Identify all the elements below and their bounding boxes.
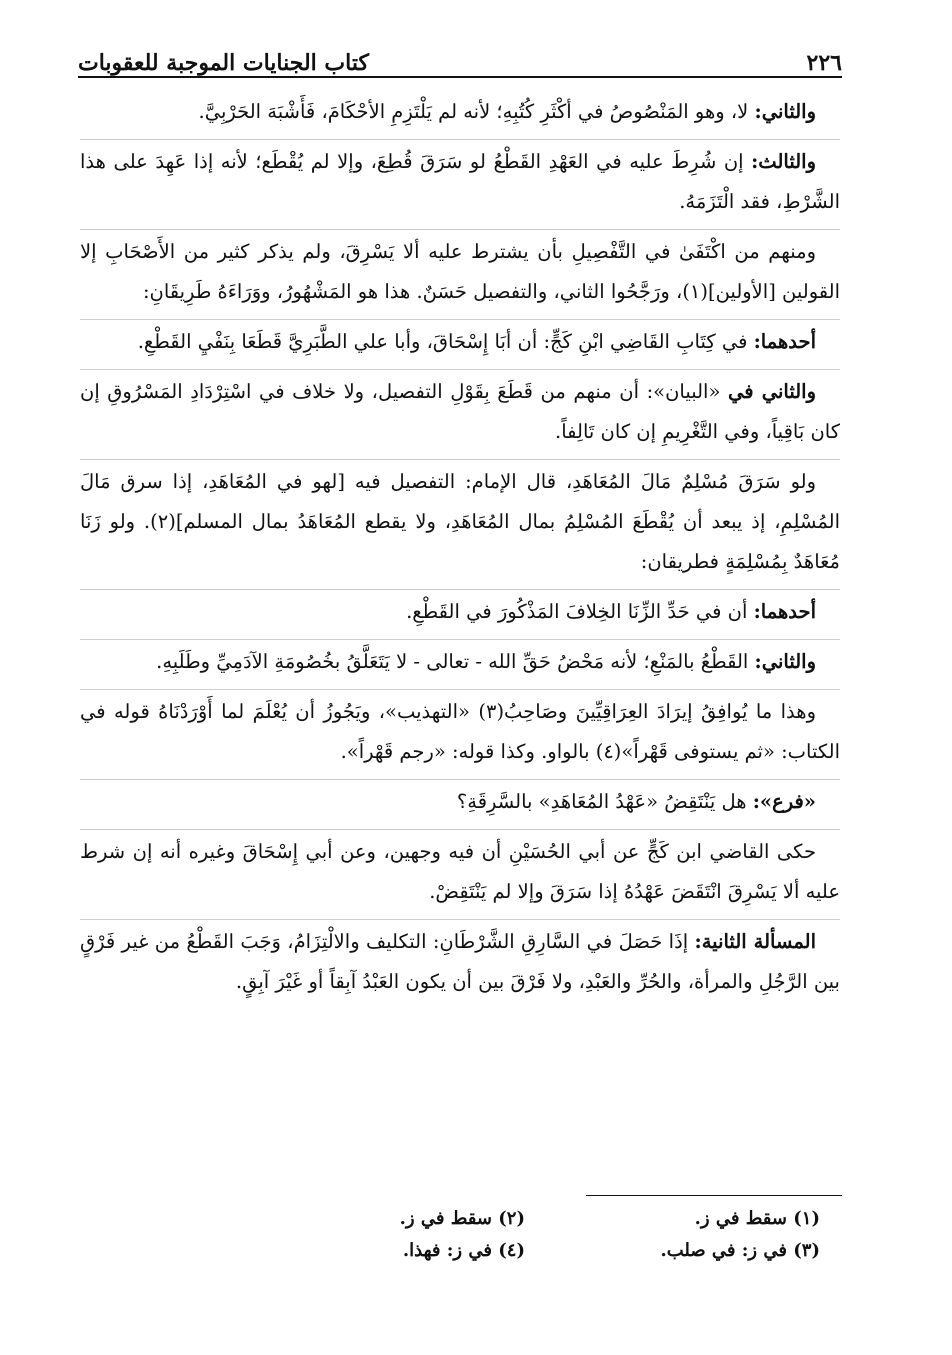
footnote xyxy=(545,1203,840,1235)
paragraph-text: إذَا حَصَلَ في السَّارِقِ الشَّرْطَانِ: التكليف والالْتِزَامُ، وَجَبَ القَطْعُ من غير فَرْقٍ بين الرَّجُلِ والمرأة، والحُرِّ والعَبْدِ، ولا فَرْقَ بين أن يكون العَبْدُ آبِقاً أو غَيْرَ آبِقٍ. xyxy=(80,930,840,993)
paragraph-lead: المسألة الثانية: xyxy=(694,930,816,953)
paragraph-lead: أحدهما: xyxy=(753,330,816,353)
footnote-divider xyxy=(586,1195,842,1196)
running-header xyxy=(78,36,842,76)
paragraph xyxy=(80,319,840,362)
paragraph-text: أن في حَدِّ الزِّنَا الخِلافَ المَذْكُورَ في القَطْعِ. xyxy=(406,600,754,623)
footnote xyxy=(545,1235,840,1267)
paragraph-text: القَطْعُ بالمَنْعِ؛ لأنه مَحْضُ حَقِّ الله - تعالى - لا يَتَعَلَّقُ بخُصُومَةِ الآدَمِيِّ وطَلَبِهِ. xyxy=(156,650,755,673)
footnote-number: (١) xyxy=(793,1208,820,1229)
paragraph-text: لا، وهو المَنْصُوصُ في أكْثَرِ كُتُبِهِ؛ لأنه لم يَلْتَزِمِ الأحْكَامَ، فَأَشْبَهَ الحَرْبِيَّ. xyxy=(198,100,755,123)
footnote xyxy=(250,1235,545,1267)
footnote-number: (٢) xyxy=(498,1208,525,1229)
paragraph-text: هل يَنْتَقِضُ «عَهْدُ المُعَاهَدِ» بالسَّرِقَةِ؟ xyxy=(456,790,753,813)
footnote-text: في ز: فهذا. xyxy=(402,1240,492,1261)
paragraph xyxy=(80,829,840,912)
paragraph-lead: والثالث: xyxy=(751,150,816,173)
paragraph-lead: أحدهما: xyxy=(753,600,816,623)
paragraph xyxy=(80,689,840,772)
footnote-text: في ز: في صلب. xyxy=(660,1240,787,1261)
paragraph-text: ومنهم من اكْتَفَىٰ في التَّفْصِيلِ بأن يشترط عليه ألا يَسْرِقَ، ولم يذكر كثير من الأَصْحَابِ إلا القولين [الأولين](١)، ورَجَّحُوا الثاني، والتفصيل حَسَنٌ. هذا هو المَشْهُورُ، ووَرَاءَهُ طَرِيقَانِ: xyxy=(80,240,840,303)
paragraph xyxy=(80,919,840,1002)
paragraph xyxy=(80,779,840,822)
page-number: ٢٢٦ xyxy=(806,50,842,76)
footnotes xyxy=(250,1203,840,1267)
paragraph xyxy=(80,139,840,222)
paragraph-lead: والثاني في xyxy=(727,380,816,403)
paragraph-text: حكى القاضي ابن كَجٍّ عن أبي الحُسَيْنِ أن فيه وجهين، وعن أبي إِسْحَاقَ وغيره أنه إن شرط عليه ألا يَسْرِقَ انْتَقَضَ عَهْدُهُ إذا سَرَقَ وإلا لم يَنْتَقِضْ. xyxy=(80,840,840,903)
paragraph xyxy=(80,639,840,682)
paragraph-text: إن شُرِطَ عليه في العَهْدِ القَطْعُ لو سَرَقَ قُطِعَ، وإلا لم يُقْطَع؛ لأنه إذا عَهِدَ على هذا الشَّرْطِ، فقد الْتَزَمَهُ. xyxy=(80,150,840,213)
chapter-title: كتاب الجنايات الموجبة للعقوبات xyxy=(78,50,369,76)
paragraph-lead: والثاني: xyxy=(754,650,816,673)
paragraph xyxy=(80,229,840,312)
paragraph-text: في كِتَابِ القَاضِي ابْنِ كَجٍّ: أن أبَا إِسْحَاقَ، وأبا علي الطَّبَرِيَّ قَطَعَا بِنَفْيِ القَطْعِ. xyxy=(137,330,754,353)
paragraph-text: «البيان»: أن منهم من قَطَعَ بِقَوْلِ التفصيل، ولا خلاف في اسْتِرْدَادِ المَسْرُوقِ إن كان بَاقِياً، وفي التَّغْرِيمِ إن كان تَالِفاً. xyxy=(80,380,840,443)
footnote-number: (٣) xyxy=(793,1240,820,1261)
footnote xyxy=(250,1203,545,1235)
paragraph xyxy=(80,92,840,132)
paragraph-text: ولو سَرَقَ مُسْلِمٌ مَالَ المُعَاهَدِ، قال الإمام: التفصيل فيه [لهو في المُعَاهَدِ، إذا سرق مَالَ المُسْلِمِ، إذ يبعد أن يُقْطَعَ المُسْلِمُ بمال المُعَاهَدِ، ولا يقطع المُعَاهَدُ بمال المسلم](٢). ولو زَنَا مُعَاهَدٌ بِمُسْلِمَةٍ فطريقان: xyxy=(80,470,841,573)
footnote-text: سقط في ز. xyxy=(694,1208,787,1229)
paragraph xyxy=(80,369,840,452)
footnote-text: سقط في ز. xyxy=(399,1208,492,1229)
paragraph-lead: «فرع»: xyxy=(752,790,816,813)
footnote-number: (٤) xyxy=(498,1240,525,1261)
paragraph xyxy=(80,589,840,632)
paragraph xyxy=(80,459,840,582)
header-divider xyxy=(78,76,842,78)
paragraph-lead: والثاني: xyxy=(754,100,816,123)
paragraph-text: وهذا ما يُوافِقُ إيرَادَ العِرَاقِيِّينَ وصَاحِبُ(٣) «التهذيب»، ويَجُوزُ أن يُعْلَمَ لما أَوْرَدْنَاهُ قوله في الكتاب: «ثم يستوفى قَهْراً»(٤) بالواو. وكذا قوله: «رجم قَهْراً». xyxy=(80,700,840,763)
main-text xyxy=(80,92,840,1009)
